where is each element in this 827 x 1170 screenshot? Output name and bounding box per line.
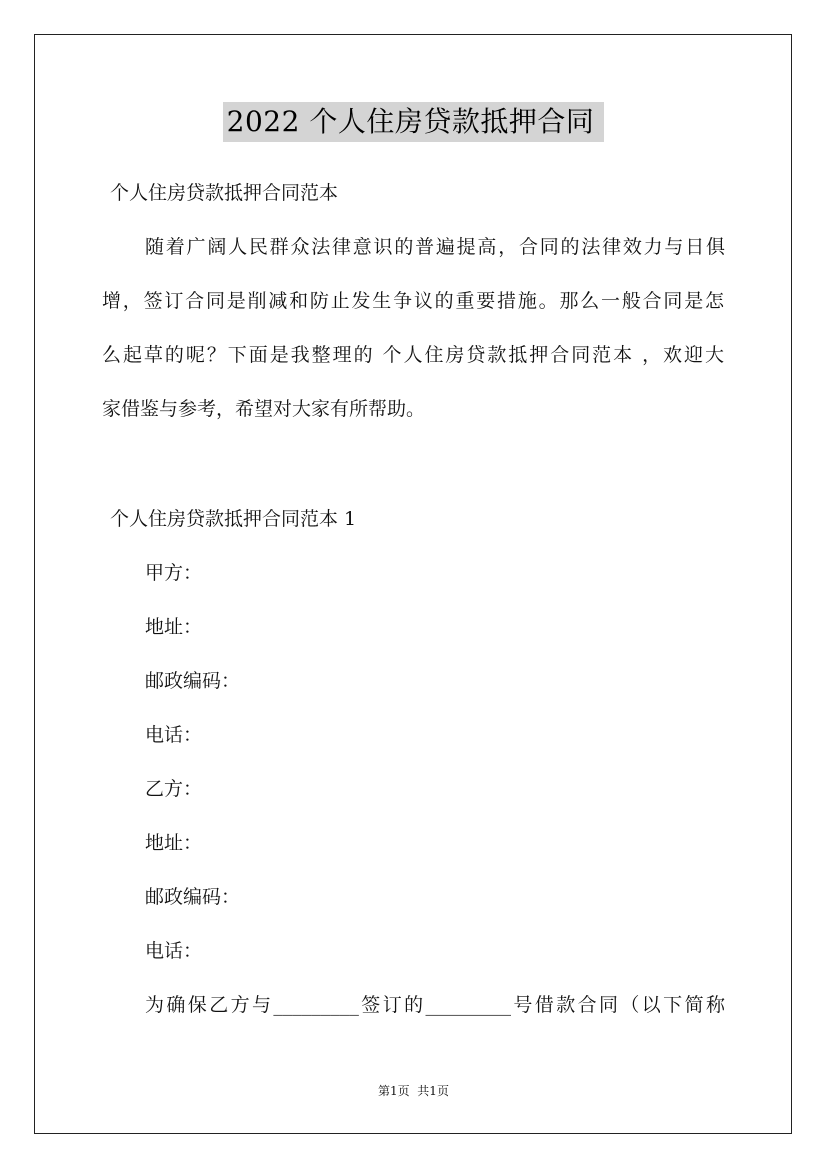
party-b-address-label: 地址： bbox=[145, 832, 203, 854]
contract-clause-line: 为确保乙方与_________签订的_________号借款合同（以下简称 bbox=[145, 994, 725, 1016]
intro-heading: 个人住房贷款抵押合同范本 bbox=[110, 182, 339, 204]
party-a-phone-label: 电话： bbox=[145, 724, 203, 746]
party-a-address-label: 地址： bbox=[145, 616, 203, 638]
page-number-footer: 第1页 共1页 bbox=[378, 1084, 449, 1098]
title-container bbox=[0, 102, 827, 142]
section-heading: 个人住房贷款抵押合同范本 1 bbox=[110, 508, 357, 530]
party-b-phone-label: 电话： bbox=[145, 940, 203, 962]
party-a-label: 甲方： bbox=[145, 562, 203, 584]
party-b-postcode-label: 邮政编码： bbox=[145, 886, 241, 908]
intro-paragraph-line-3: 么起草的呢？下面是我整理的 个人住房贷款抵押合同范本 ，欢迎大 bbox=[102, 344, 724, 366]
intro-paragraph-line-1: 随着广阔人民群众法律意识的普遍提高，合同的法律效力与日俱 bbox=[145, 236, 725, 258]
document-title: 2022 个人住房贷款抵押合同 bbox=[223, 102, 605, 142]
intro-paragraph-line-2: 增，签订合同是削减和防止发生争议的重要措施。那么一般合同是怎 bbox=[102, 290, 724, 312]
party-b-label: 乙方： bbox=[145, 778, 203, 800]
party-a-postcode-label: 邮政编码： bbox=[145, 670, 241, 692]
intro-paragraph-line-4: 家借鉴与参考，希望对大家有所帮助。 bbox=[102, 398, 426, 420]
